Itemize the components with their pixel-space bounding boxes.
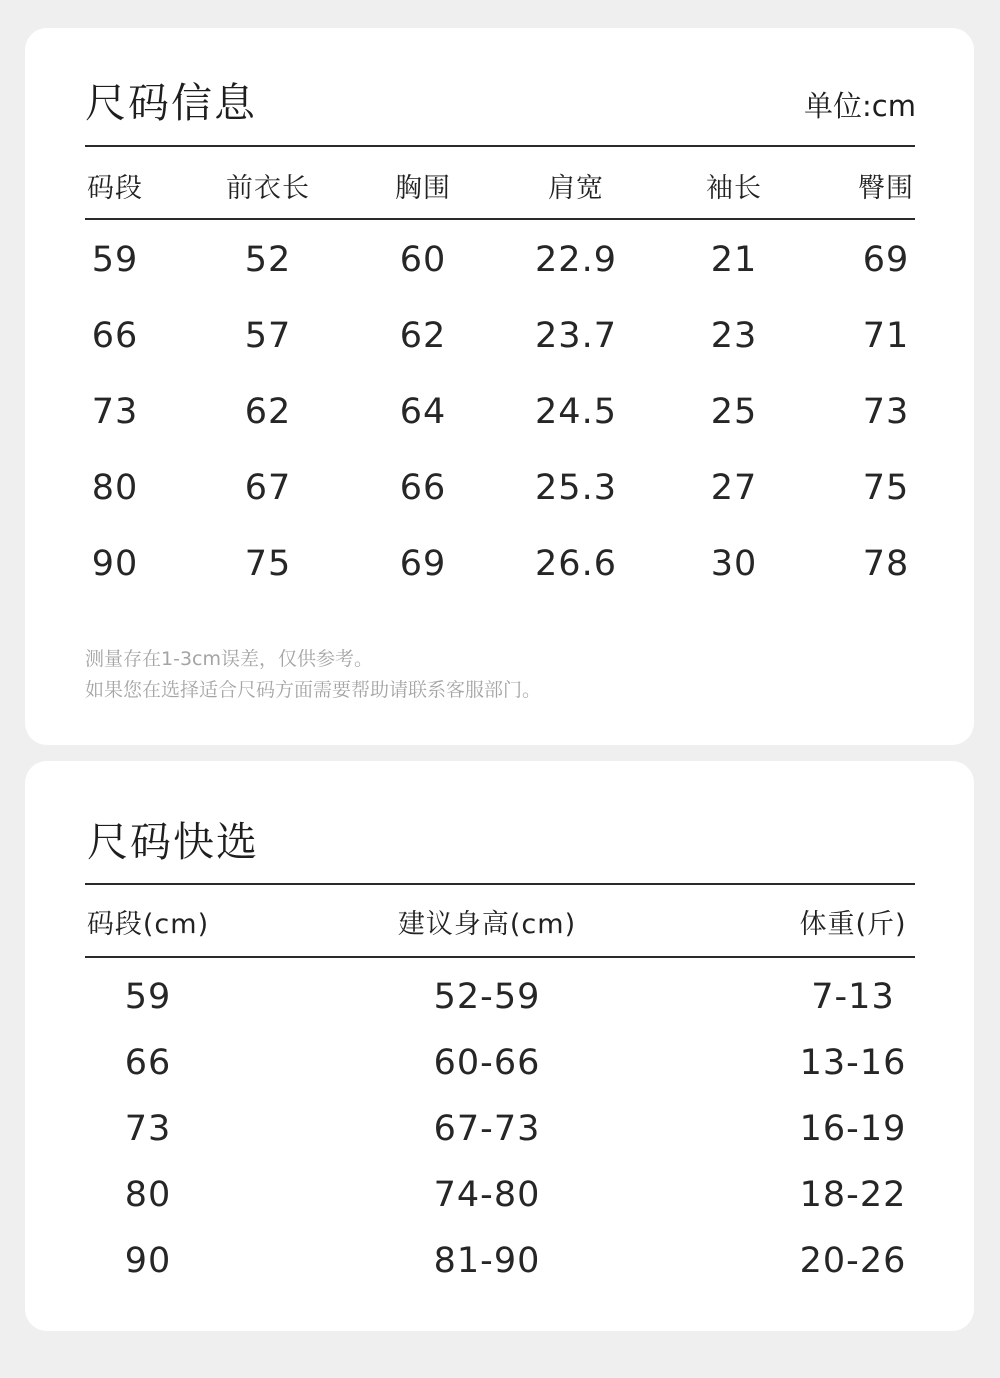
table-cell: 64: [399, 392, 447, 432]
table-cell: 60: [399, 240, 447, 280]
table-cell: 59: [124, 977, 172, 1017]
column-header: 码段(cm): [86, 909, 210, 940]
column-header: 胸围: [395, 173, 451, 204]
size-info-card: [25, 28, 974, 745]
measurement-note: 测量存在1-3cm误差，仅供参考。: [85, 648, 373, 670]
header-top-rule: [85, 145, 915, 147]
table-cell: 22.9: [535, 240, 617, 280]
column-header: 体重(斤): [799, 909, 907, 940]
table-cell: 80: [124, 1175, 172, 1215]
table-cell: 66: [124, 1043, 172, 1083]
table-cell: 62: [399, 316, 447, 356]
column-header: 建议身高(cm): [397, 909, 577, 940]
table-cell: 23: [710, 316, 758, 356]
table-cell: 20-26: [799, 1241, 907, 1281]
table-cell: 67-73: [433, 1109, 541, 1149]
table-cell: 16-19: [799, 1109, 907, 1149]
header-bottom-rule: [85, 218, 915, 220]
table-cell: 74-80: [433, 1175, 541, 1215]
table-cell: 13-16: [799, 1043, 907, 1083]
table-cell: 24.5: [535, 392, 617, 432]
table-cell: 73: [124, 1109, 172, 1149]
header-top-rule: [85, 883, 915, 885]
table-cell: 57: [244, 316, 292, 356]
table-cell: 21: [710, 240, 758, 280]
table-cell: 73: [91, 392, 139, 432]
table-cell: 25: [710, 392, 758, 432]
size-info-title: 尺码信息: [85, 79, 257, 127]
table-cell: 52: [244, 240, 292, 280]
table-cell: 73: [862, 392, 910, 432]
column-header: 袖长: [706, 173, 762, 204]
table-cell: 75: [244, 544, 292, 584]
unit-label: 单位:cm: [804, 89, 916, 123]
table-cell: 27: [710, 468, 758, 508]
table-cell: 7-13: [811, 977, 895, 1017]
table-cell: 90: [124, 1241, 172, 1281]
table-cell: 26.6: [535, 544, 617, 584]
size-pick-card: [25, 761, 974, 1331]
table-cell: 62: [244, 392, 292, 432]
table-cell: 25.3: [535, 468, 617, 508]
column-header: 臀围: [858, 173, 914, 204]
table-cell: 23.7: [535, 316, 617, 356]
table-cell: 78: [862, 544, 910, 584]
table-cell: 69: [862, 240, 910, 280]
header-bottom-rule: [85, 956, 915, 958]
column-header: 前衣长: [226, 173, 310, 204]
table-cell: 90: [91, 544, 139, 584]
help-note: 如果您在选择适合尺码方面需要帮助请联系客服部门。: [85, 679, 542, 701]
table-cell: 81-90: [433, 1241, 541, 1281]
table-cell: 67: [244, 468, 292, 508]
table-cell: 30: [710, 544, 758, 584]
size-pick-title: 尺码快选: [87, 818, 259, 866]
table-cell: 80: [91, 468, 139, 508]
table-cell: 52-59: [433, 977, 541, 1017]
table-cell: 66: [399, 468, 447, 508]
table-cell: 18-22: [799, 1175, 907, 1215]
table-cell: 69: [399, 544, 447, 584]
table-cell: 71: [862, 316, 910, 356]
table-cell: 60-66: [433, 1043, 541, 1083]
table-cell: 66: [91, 316, 139, 356]
column-header: 肩宽: [548, 173, 604, 204]
table-cell: 75: [862, 468, 910, 508]
table-cell: 59: [91, 240, 139, 280]
column-header: 码段: [87, 173, 143, 204]
